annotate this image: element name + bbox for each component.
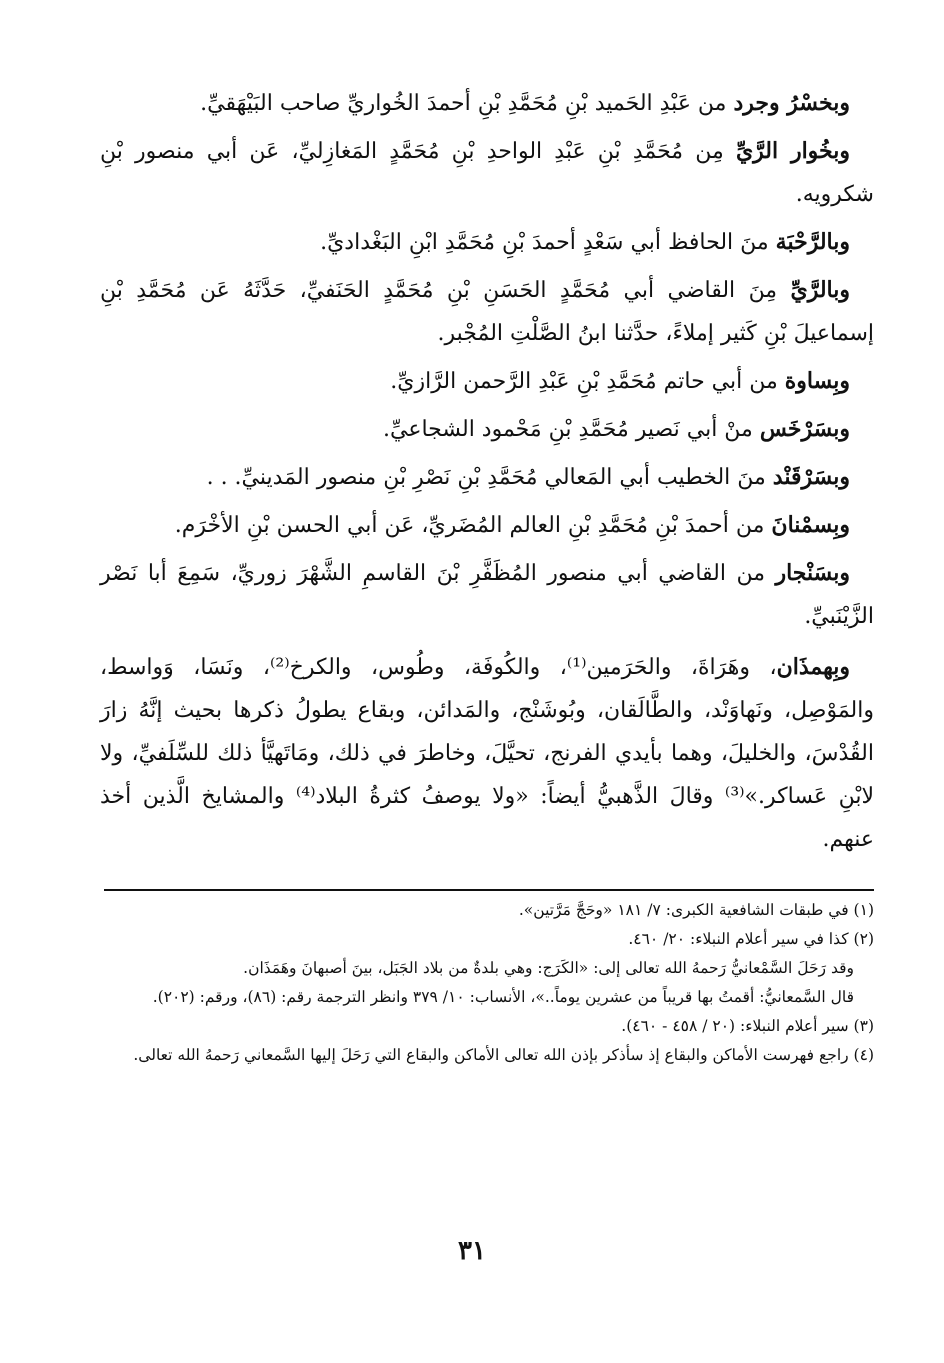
footnote: (١) في طبقات الشافعية الكبرى: ٧/ ١٨١ «وحَجَّ مَرَّتين». — [518, 901, 874, 919]
footnote: (٤) راجع فهرست الأماكن والبقاع إذ سأذكر بإذن الله تعالى الأماكن والبقاع التي رَحَلَ إليها السَّمعاني رَحمهُ الله تعالى. — [133, 1046, 874, 1064]
paragraph-text: منَ الحافظ أبي سَعْدٍ أحمدَ بْنِ مُحَمَّدِ ابْنِ البَغْداديِّ. — [320, 230, 776, 255]
paragraph — [100, 130, 874, 216]
place-name: وبِساوة — [784, 368, 850, 394]
place-name: وبسَرْقَنْد — [772, 464, 850, 490]
place-name: وبسَرْخَس — [759, 416, 850, 442]
place-name: وبخُوار الرَّيِّ — [735, 138, 850, 164]
footnote: (٢) كذا في سير أعلام النبلاء: ٢٠/ ٤٦٠. — [628, 930, 874, 948]
footnote-continuation: وقد رَحَلَ السَّمْعانيُّ رَحمهُ الله تعالى إلى: «الكَرَج: وهي بلدةٌ من بلاد الجَبَل، بينَ أصبهانَ وهَمَذَان. — [243, 959, 854, 977]
place-name: وبسَنْجار — [775, 560, 850, 586]
footnotes — [100, 897, 874, 1069]
paragraph-text: من القاضي أبي منصور المُظَفَّرِ بْنَ القاسمِ الشَّهْرَ زوريِّ، سَمِعَ أبا نَصْر الزَّيْنَبيِّ. — [100, 561, 874, 629]
paragraph — [100, 360, 874, 403]
paragraph — [100, 408, 874, 451]
paragraph-text: ، وهَرَاةَ، والحَرَمين⁽¹⁾، والكُوفَة، وطُوس، والكرخ⁽²⁾، ونَسَا، وَواسط، والمَوْصِل، ونَهاوَنْد، والطَّالَقان، وبُوشَنْج، والمَدائن، وبقاع يطولُ ذكرها بحيث إنَّهُ زارَ القُدْسَ، والخليلَ، وهما بأيدي الفرنج، تحيَّلَ، وخاطرَ في ذلك، ومَاتَهيَّأ ذلك للسِّلَفيِّ، ولا لابْنِ عَساكر.»⁽³⁾ وقالَ الذَّهبيُّ أيضاً: «ولا يوصفُ كثرةُ البلاد⁽⁴⁾ والمشايخ الَّذين أخذ عنهم. — [100, 655, 875, 852]
place-name: وبالرَّحْبَة — [775, 229, 850, 255]
paragraph — [100, 221, 874, 264]
paragraph-text: من عَبْدِ الحَميد بْنِ مُحَمَّدِ بْنِ أحمدَ الخُواريِّ صاحب البَيْهَقيِّ. — [200, 91, 734, 116]
main-text — [100, 82, 874, 861]
place-name: وبِهمذَان — [776, 654, 851, 680]
paragraph-text: من أبي حاتم مُحَمَّدِ بْنِ عَبْدِ الرَّحمن الرَّازيِّ. — [390, 369, 785, 394]
place-name: وبخسْرُ وجرد — [733, 90, 850, 116]
paragraph-text: مِن مُحَمَّدِ بْنِ عَبْدِ الواحدِ بْنِ مُحَمَّدٍ المَغازِليِّ، عَن أبي منصور بْنِ شكرويه. — [100, 139, 874, 207]
paragraph — [100, 269, 874, 355]
paragraph — [100, 504, 874, 547]
page-number: ٣١ — [458, 1236, 486, 1266]
paragraph-text: منَ الخطيب أبي المَعالي مُحَمَّدِ بْنِ نَصْرِ بْنِ منصور المَدينيِّ. . . — [206, 465, 773, 490]
paragraph-text: من أحمدَ بْنِ مُحَمَّدِ بْنِ العالم المُضَريِّ، عَن أبي الحسن بْنِ الأخْرَم. — [174, 513, 772, 538]
footnote-continuation: قال السَّمعانيُّ: أقمتُ بها قريباً من عشرين يوماً..»، الأنساب: ١٠/ ٣٧٩ وانظر الترجمة رقم: (٨٦)، ورقم: (٢٠٢). — [152, 988, 854, 1006]
paragraph — [100, 552, 874, 638]
place-name: وبِسمْنانَ — [771, 512, 850, 538]
paragraph-text: مِنَ القاضي أبي مُحَمَّدٍ الحَسَنِ بْنِ مُحَمَّدٍ الحَنَفيِّ، حَدَّثَهُ عَن مُحَمَّدِ بْنِ إسماعيلَ بْنِ كَثير إملاءً، حدَّثنا ابنُ الصَّلْتِ المُجْبر. — [100, 278, 874, 346]
place-name: وبالرَّيِّ — [790, 277, 850, 303]
paragraph-text: منْ أبي نَصير مُحَمَّدِ بْنِ مَحْمود الشجاعيِّ. — [383, 417, 760, 442]
paragraph — [100, 646, 874, 861]
paragraph — [100, 82, 874, 125]
footnote-divider — [104, 889, 874, 891]
footnote: (٣) سير أعلام النبلاء: (٢٠ / ٤٥٨ - ٤٦٠). — [621, 1017, 874, 1035]
paragraph — [100, 456, 874, 499]
